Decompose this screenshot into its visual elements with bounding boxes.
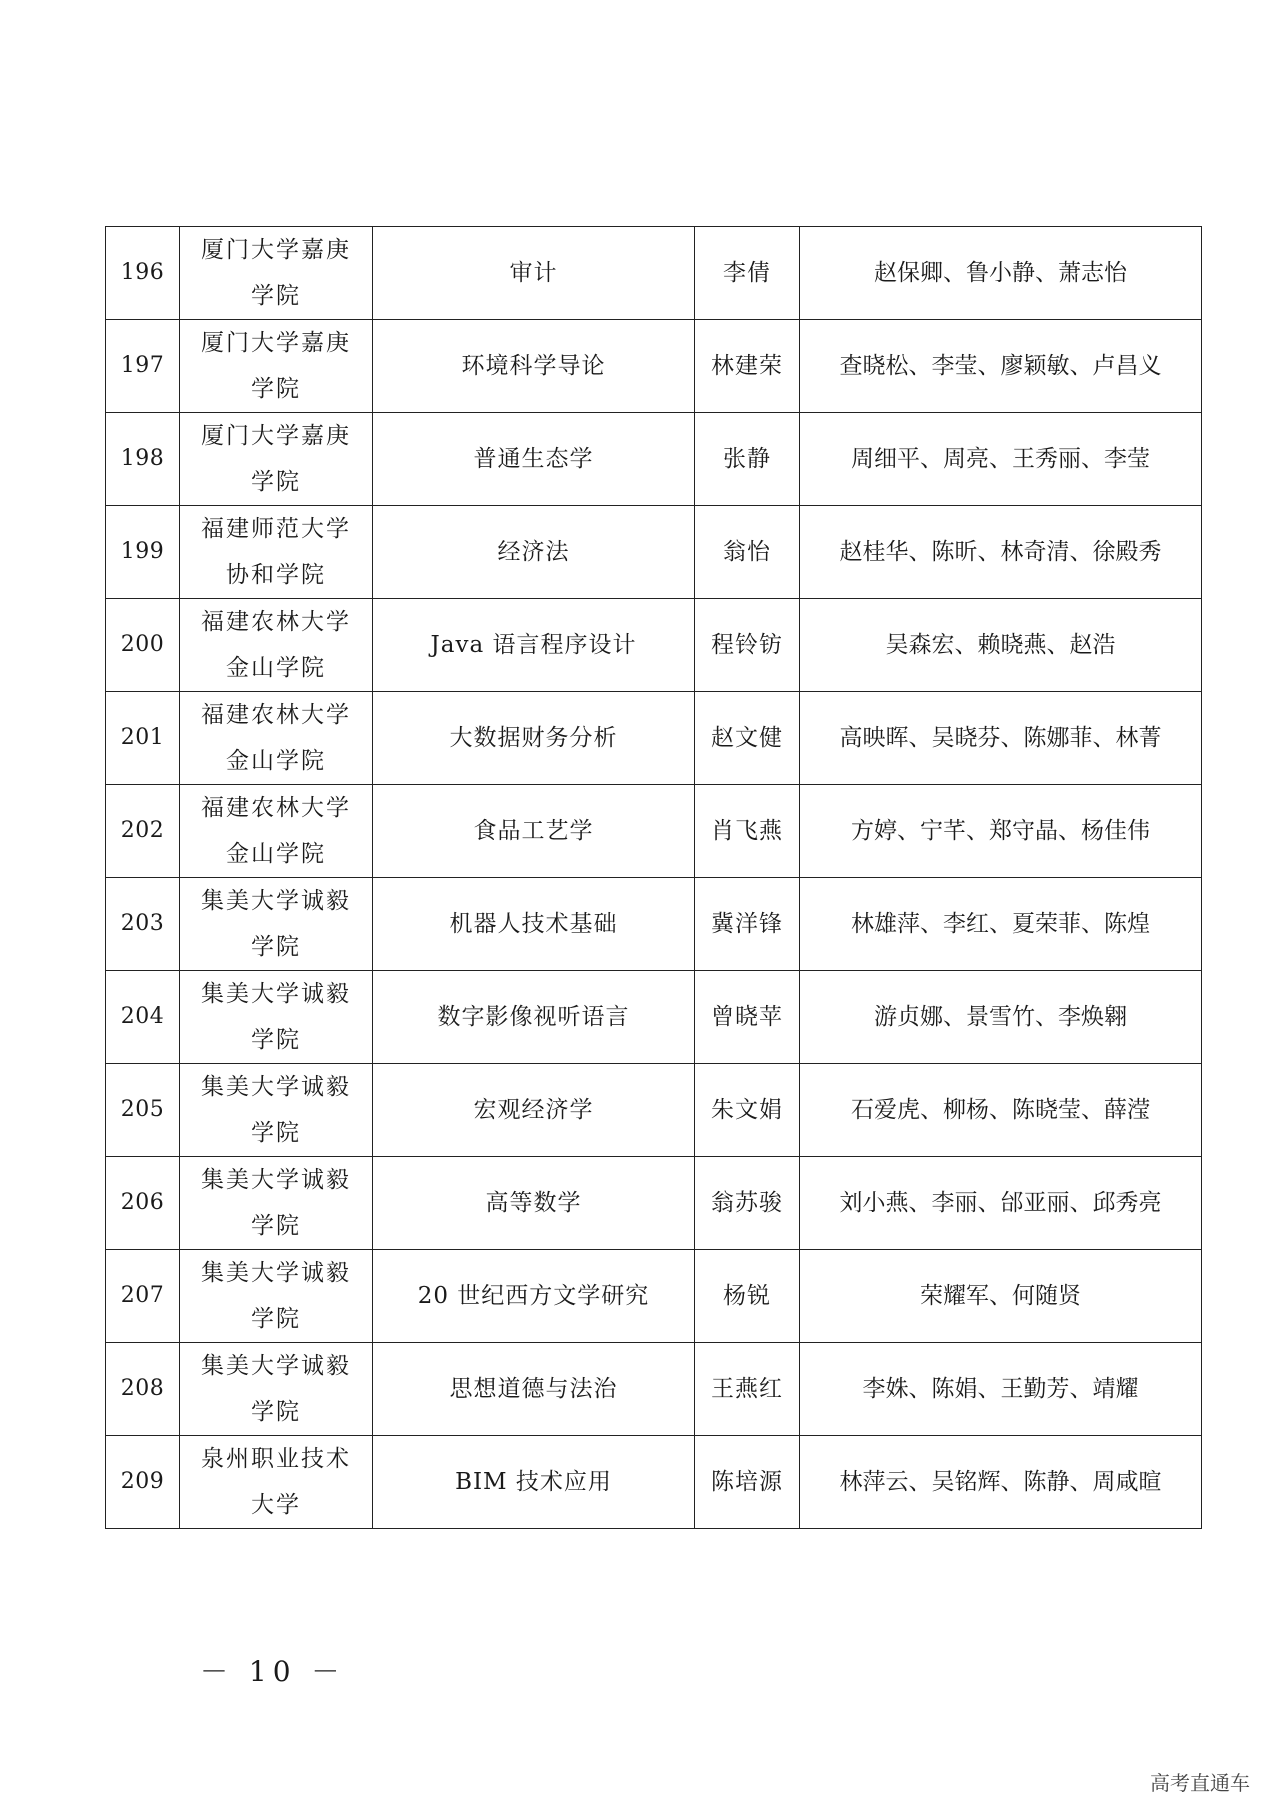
row-number-cell: 203	[106, 878, 180, 971]
leader-cell: 翁怡	[695, 506, 800, 599]
table-body	[106, 227, 1202, 1529]
leader-cell: 赵文健	[695, 692, 800, 785]
table-row	[106, 692, 1202, 785]
table-row	[106, 1157, 1202, 1250]
table-row	[106, 227, 1202, 320]
course-cell: Java 语言程序设计	[373, 599, 695, 692]
row-number-cell: 199	[106, 506, 180, 599]
leader-cell: 程铃钫	[695, 599, 800, 692]
row-number-cell: 202	[106, 785, 180, 878]
leader-cell: 曾晓苹	[695, 971, 800, 1064]
course-cell: 大数据财务分析	[373, 692, 695, 785]
course-cell: 20 世纪西方文学研究	[373, 1250, 695, 1343]
course-cell: 宏观经济学	[373, 1064, 695, 1157]
row-number-cell: 201	[106, 692, 180, 785]
row-number-cell: 208	[106, 1343, 180, 1436]
row-number-cell: 206	[106, 1157, 180, 1250]
row-number-cell: 205	[106, 1064, 180, 1157]
school-cell: 集美大学诚毅学院	[180, 1064, 373, 1157]
leader-cell: 王燕红	[695, 1343, 800, 1436]
row-number-cell: 207	[106, 1250, 180, 1343]
course-cell: 经济法	[373, 506, 695, 599]
course-table	[105, 226, 1202, 1529]
table-row	[106, 506, 1202, 599]
school-cell: 福建农林大学金山学院	[180, 692, 373, 785]
members-cell: 游贞娜、景雪竹、李焕翱	[800, 971, 1202, 1064]
row-number-cell: 198	[106, 413, 180, 506]
members-cell: 查晓松、李莹、廖颖敏、卢昌义	[800, 320, 1202, 413]
course-cell: 高等数学	[373, 1157, 695, 1250]
course-cell: 思想道德与法治	[373, 1343, 695, 1436]
row-number-cell: 197	[106, 320, 180, 413]
members-cell: 石爱虎、柳杨、陈晓莹、薛滢	[800, 1064, 1202, 1157]
table-row	[106, 1436, 1202, 1529]
school-cell: 福建师范大学协和学院	[180, 506, 373, 599]
row-number-cell: 196	[106, 227, 180, 320]
leader-cell: 杨锐	[695, 1250, 800, 1343]
table-row	[106, 971, 1202, 1064]
school-cell: 厦门大学嘉庚学院	[180, 413, 373, 506]
school-cell: 集美大学诚毅学院	[180, 1157, 373, 1250]
leader-cell: 翁苏骏	[695, 1157, 800, 1250]
table-row	[106, 785, 1202, 878]
course-cell: 食品工艺学	[373, 785, 695, 878]
school-cell: 厦门大学嘉庚学院	[180, 227, 373, 320]
page-number: － 10 －	[200, 1655, 346, 1688]
leader-cell: 林建荣	[695, 320, 800, 413]
leader-cell: 张静	[695, 413, 800, 506]
course-cell: 环境科学导论	[373, 320, 695, 413]
members-cell: 林雄萍、李红、夏荣菲、陈煌	[800, 878, 1202, 971]
school-cell: 厦门大学嘉庚学院	[180, 320, 373, 413]
members-cell: 吴森宏、赖晓燕、赵浩	[800, 599, 1202, 692]
leader-cell: 肖飞燕	[695, 785, 800, 878]
row-number-cell: 209	[106, 1436, 180, 1529]
row-number-cell: 200	[106, 599, 180, 692]
watermark-text: 高考直通车	[1150, 1771, 1250, 1795]
school-cell: 集美大学诚毅学院	[180, 878, 373, 971]
table-row	[106, 413, 1202, 506]
course-cell: 审计	[373, 227, 695, 320]
members-cell: 方婷、宁芊、郑守晶、杨佳伟	[800, 785, 1202, 878]
school-cell: 集美大学诚毅学院	[180, 1343, 373, 1436]
table-row	[106, 1250, 1202, 1343]
members-cell: 赵桂华、陈昕、林奇清、徐殿秀	[800, 506, 1202, 599]
leader-cell: 陈培源	[695, 1436, 800, 1529]
school-cell: 福建农林大学金山学院	[180, 599, 373, 692]
members-cell: 赵保卿、鲁小静、萧志怡	[800, 227, 1202, 320]
school-cell: 集美大学诚毅学院	[180, 971, 373, 1064]
table-row	[106, 320, 1202, 413]
school-cell: 泉州职业技术大学	[180, 1436, 373, 1529]
table-row	[106, 1343, 1202, 1436]
leader-cell: 冀洋锋	[695, 878, 800, 971]
leader-cell: 朱文娟	[695, 1064, 800, 1157]
members-cell: 荣耀军、何随贤	[800, 1250, 1202, 1343]
members-cell: 周细平、周亮、王秀丽、李莹	[800, 413, 1202, 506]
school-cell: 集美大学诚毅学院	[180, 1250, 373, 1343]
table-row	[106, 599, 1202, 692]
table-row	[106, 1064, 1202, 1157]
leader-cell: 李倩	[695, 227, 800, 320]
members-cell: 林萍云、吴铭辉、陈静、周咸暄	[800, 1436, 1202, 1529]
members-cell: 刘小燕、李丽、邰亚丽、邱秀亮	[800, 1157, 1202, 1250]
table-row	[106, 878, 1202, 971]
row-number-cell: 204	[106, 971, 180, 1064]
members-cell: 高映晖、吴晓芬、陈娜菲、林菁	[800, 692, 1202, 785]
course-cell: 数字影像视听语言	[373, 971, 695, 1064]
course-cell: 机器人技术基础	[373, 878, 695, 971]
school-cell: 福建农林大学金山学院	[180, 785, 373, 878]
members-cell: 李姝、陈娟、王勤芳、靖耀	[800, 1343, 1202, 1436]
course-cell: BIM 技术应用	[373, 1436, 695, 1529]
course-cell: 普通生态学	[373, 413, 695, 506]
